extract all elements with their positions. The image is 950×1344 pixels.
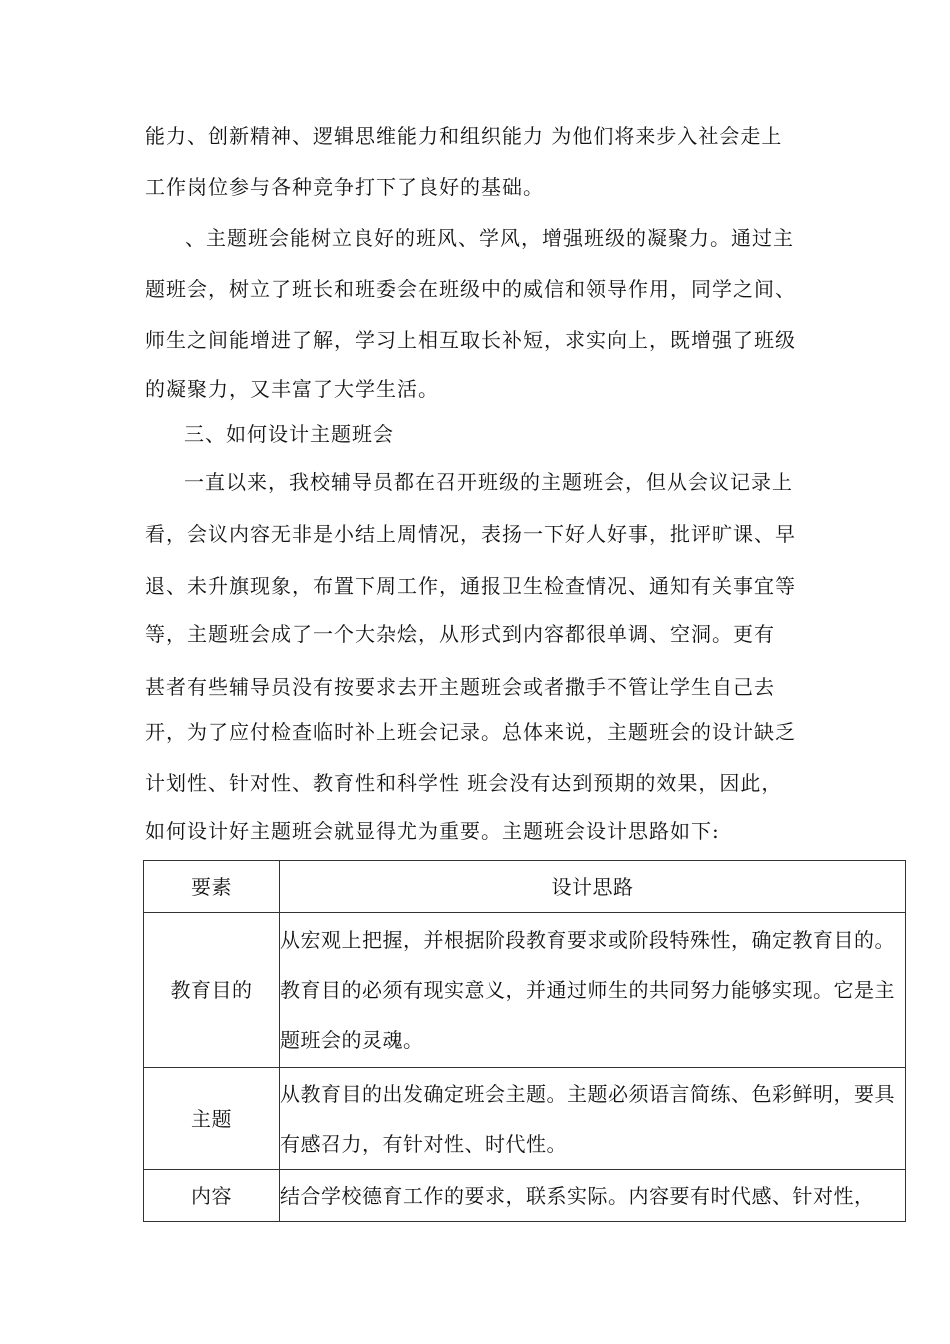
- table-header-row: [144, 861, 906, 913]
- table-cell: [280, 1170, 906, 1222]
- table-cell: [280, 1068, 906, 1170]
- section-heading: 三、如何设计主题班会: [184, 422, 394, 446]
- paragraph-line: 计划性、针对性、教育性和科学性 班会没有达到预期的效果，因此，: [145, 771, 783, 795]
- row-idea: 从宏观上把握，并根据阶段教育要求或阶段特殊性，确定教育目的。教育目的必须有现实意义，并通过师生的共同努力能够实现。它是主题班会的灵魂。: [280, 928, 895, 1052]
- paragraph-line: 能力、创新精神、逻辑思维能力和组织能力 为他们将来步入社会走上: [145, 124, 783, 148]
- table-cell: [144, 913, 280, 1068]
- table-cell: [144, 1068, 280, 1170]
- paragraph-line: 工作岗位参与各种竞争打下了良好的基础。: [145, 175, 544, 199]
- paragraph-line: 一直以来，我校辅导员都在召开班级的主题班会，但从会议记录上: [184, 470, 793, 494]
- paragraph-line: 题班会，树立了班长和班委会在班级中的威信和领导作用，同学之间、: [145, 277, 796, 301]
- table-header-cell: [280, 861, 906, 913]
- paragraph-line: 甚者有些辅导员没有按要求去开主题班会或者撒手不管让学生自己去: [145, 675, 775, 699]
- header-idea-label: 设计思路: [551, 874, 634, 899]
- table-cell: [144, 1170, 280, 1222]
- row-element: 主题: [191, 1106, 232, 1131]
- table-header-cell: [144, 861, 280, 913]
- table-row: [144, 1068, 906, 1170]
- design-table: [143, 860, 906, 1222]
- paragraph-line: 等，主题班会成了一个大杂烩，从形式到内容都很单调、空洞。更有: [145, 622, 775, 646]
- row-idea: 从教育目的出发确定班会主题。主题必须语言简练、色彩鲜明，要具有感召力，有针对性、时代性。: [280, 1081, 895, 1156]
- paragraph-line: 看，会议内容无非是小结上周情况，表扬一下好人好事，批评旷课、早: [145, 522, 796, 546]
- table-row: [144, 1170, 906, 1222]
- row-idea: 结合学校德育工作的要求，联系实际。内容要有时代感、针对性，: [280, 1183, 875, 1208]
- paragraph-line: 的凝聚力，又丰富了大学生活。: [145, 377, 439, 401]
- paragraph-line: 退、未升旗现象，布置下周工作，通报卫生检查情况、通知有关事宜等: [145, 574, 796, 598]
- table-row: [144, 913, 906, 1068]
- table-cell: [280, 913, 906, 1068]
- paragraph-line: 开，为了应付检查临时补上班会记录。总体来说，主题班会的设计缺乏: [145, 720, 796, 744]
- header-element-label: 要素: [191, 874, 232, 899]
- paragraph-line: 如何设计好主题班会就显得尤为重要。主题班会设计思路如下:: [145, 819, 720, 843]
- row-element: 内容: [191, 1183, 232, 1208]
- paragraph-line: 、主题班会能树立良好的班风、学风，增强班级的凝聚力。通过主: [185, 226, 794, 250]
- paragraph-line: 师生之间能增进了解，学习上相互取长补短，求实向上，既增强了班级: [145, 328, 796, 352]
- row-element: 教育目的: [170, 978, 253, 1002]
